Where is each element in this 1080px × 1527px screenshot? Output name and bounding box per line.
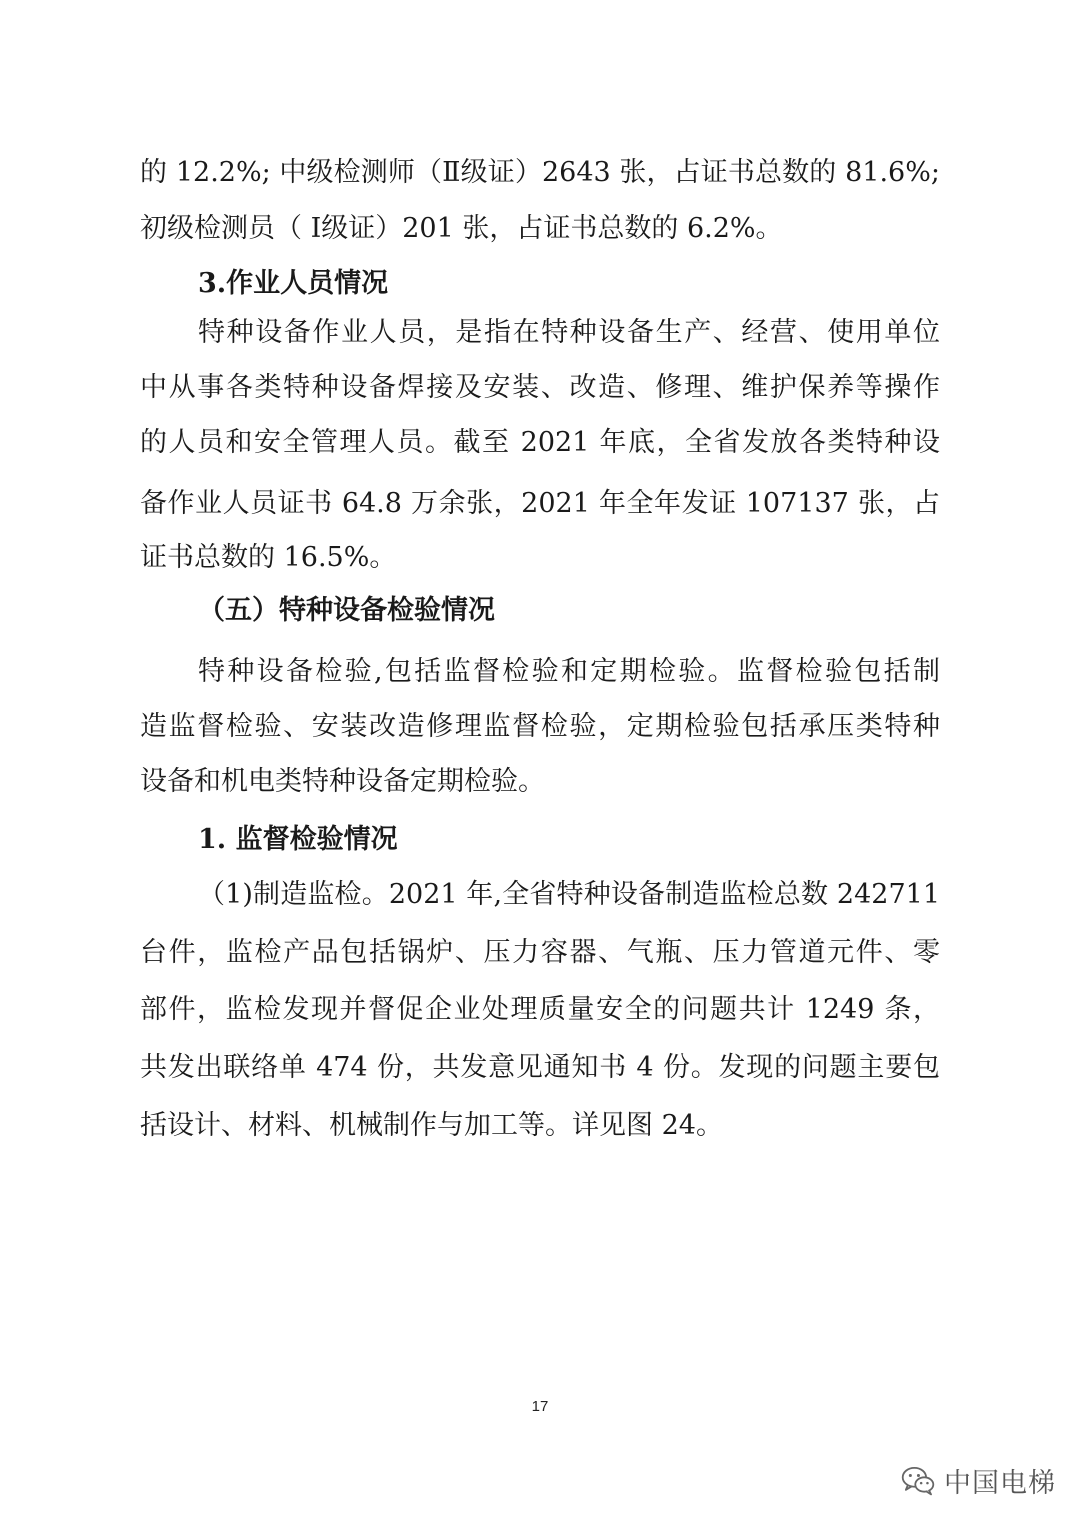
text-line: 共发出联络单 474 份，共发意见通知书 4 份。发现的问题主要包 (140, 1052, 940, 1083)
text-line: 括设计、材料、机械制作与加工等。详见图 24。 (140, 1110, 723, 1141)
section-heading: （五）特种设备检验情况 (198, 595, 495, 626)
page-number: 17 (531, 1398, 549, 1415)
text-line: 备作业人员证书 64.8 万余张，2021 年全年发证 107137 张，占 (140, 488, 940, 519)
text-line: （1)制造监检。2021 年,全省特种设备制造监检总数 242711 (198, 879, 940, 910)
text-line: 部件，监检发现并督促企业处理质量安全的问题共计 1249 条， (140, 994, 940, 1025)
text-line: 特种设备检验,包括监督检验和定期检验。监督检验包括制 (198, 656, 940, 687)
text-line: 的人员和安全管理人员。截至 2021 年底，全省发放各类特种设 (140, 427, 940, 458)
text-line: 特种设备作业人员，是指在特种设备生产、经营、使用单位 (198, 317, 940, 348)
text-line: 中从事各类特种设备焊接及安装、改造、修理、维护保养等操作 (140, 372, 940, 403)
text-line: 造监督检验、安装改造修理监督检验，定期检验包括承压类特种 (140, 711, 940, 742)
watermark (900, 1452, 1056, 1508)
section-heading: 3.作业人员情况 (198, 268, 389, 299)
text-line: 的 12.2%; 中级检测师（Ⅱ级证）2643 张，占证书总数的 81.6%; (140, 157, 940, 188)
watermark-text: 中国电梯 (944, 1467, 1056, 1499)
text-line: 初级检测员（ Ⅰ级证）201 张，占证书总数的 6.2%。 (140, 213, 783, 244)
text-line: 台件，监检产品包括锅炉、压力容器、气瓶、压力管道元件、零 (140, 937, 940, 968)
section-heading: 1. 监督检验情况 (198, 824, 398, 855)
wechat-icon (900, 1462, 936, 1498)
text-line: 设备和机电类特种设备定期检验。 (140, 766, 545, 797)
text-line: 证书总数的 16.5%。 (140, 542, 397, 573)
